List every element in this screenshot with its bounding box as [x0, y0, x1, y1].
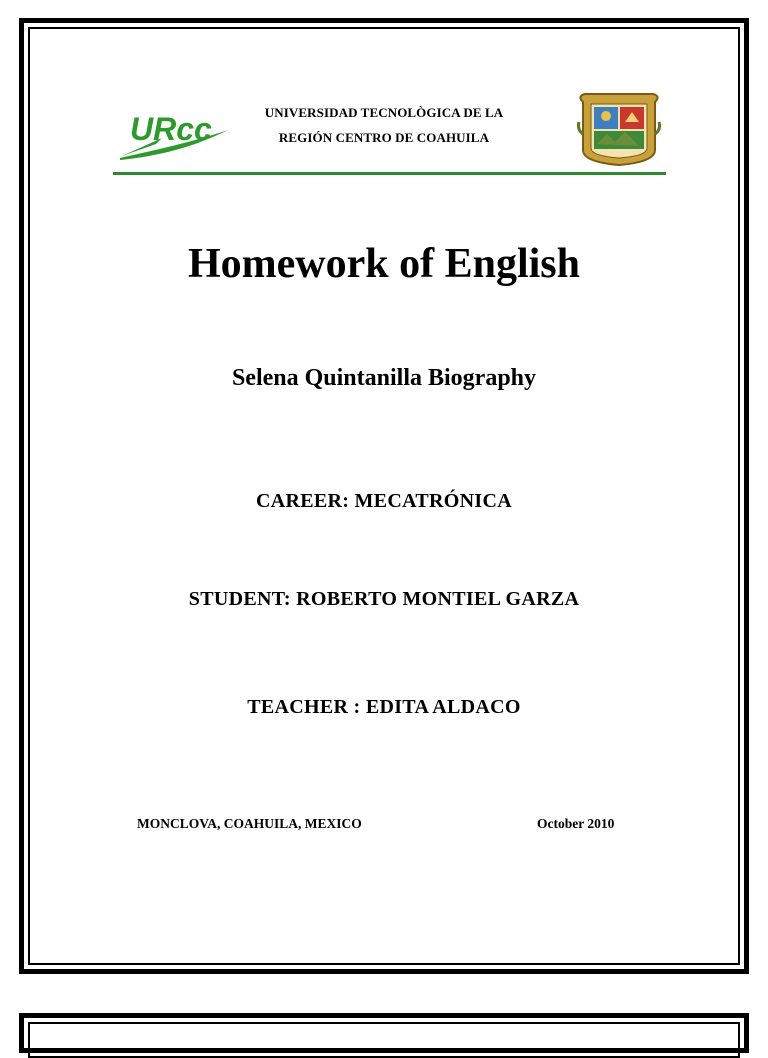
career-line: CAREER: MECATRÓNICA	[256, 490, 512, 512]
student-line: STUDENT: ROBERTO MONTIEL GARZA	[188, 588, 580, 610]
coahuila-seal-icon	[577, 92, 661, 166]
university-line-2: REGIÓN CENTRO DE COAHUILA	[278, 130, 490, 145]
urcc-logo	[116, 100, 230, 162]
date-text: October 2010	[537, 816, 615, 831]
logo-text: URcc	[130, 111, 212, 147]
document-subtitle: Selena Quintanilla Biography	[231, 365, 537, 391]
university-header	[230, 100, 538, 150]
document-title: Homework of English	[187, 241, 581, 287]
next-page-border	[19, 1013, 749, 1053]
university-line-1: UNIVERSIDAD TECNOLÒGICA DE LA	[264, 105, 504, 120]
teacher-line: TEACHER : EDITA ALDACO	[247, 696, 521, 718]
location-text: MONCLOVA, COAHUILA, MEXICO	[137, 816, 362, 831]
header-rule	[113, 172, 666, 175]
next-page-border-inner	[28, 1022, 740, 1058]
